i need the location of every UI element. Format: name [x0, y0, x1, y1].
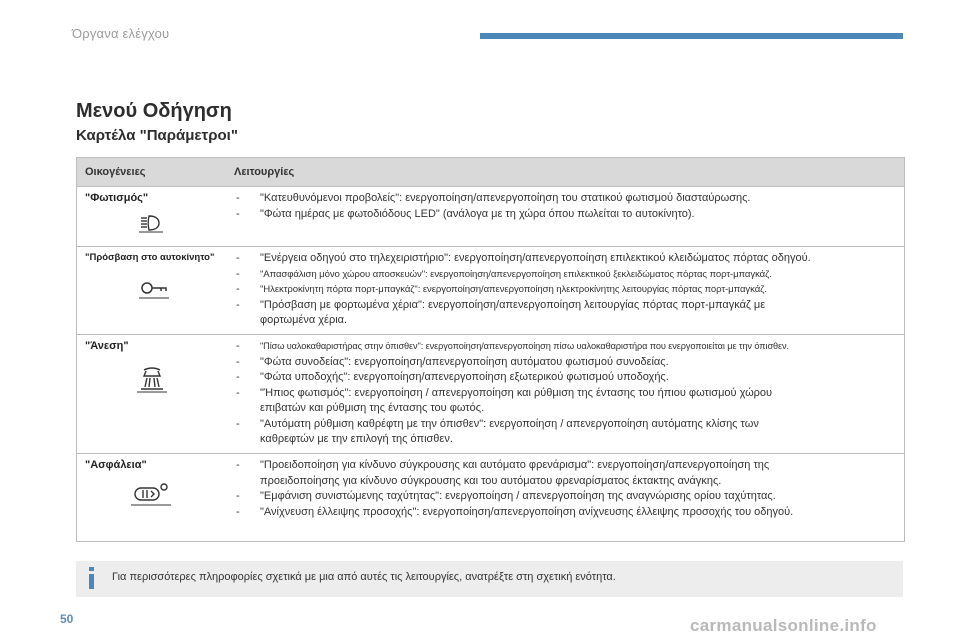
list-item: - "Φώτα συνοδείας": ενεργοποίηση/απενεργοποίηση αυτόματου φωτισμού συνοδείας. [236, 355, 669, 368]
table-row [77, 247, 904, 335]
functions-cell [234, 247, 904, 334]
list-item: - "Ήπιος φωτισμός": ενεργοποίηση / απενεργοποίηση και ρύθμιση της έντασης του ήπιου φωτισμού χώρου [236, 386, 773, 399]
info-text: Για περισσότερες πληροφορίες σχετικά με μια από αυτές τις λειτουργίες, ανατρέξτε στη σχετική ενότητα. [112, 571, 616, 583]
list-item-continuation: φορτωμένα χέρια. [260, 314, 348, 326]
section-header: Όργανα ελέγχου [72, 26, 170, 41]
list-item: - "Εμφάνιση συνιστώμενης ταχύτητας": ενεργοποίηση / απενεργοποίηση της αναγνώρισης ορίου ταχύτητας. [236, 490, 776, 502]
key-icon [139, 277, 169, 299]
list-item-continuation: καθρεφτών με την επιλογή της όπισθεν. [260, 433, 453, 445]
list-item: - "Αυτόματη ρύθμιση καθρέφτη με την όπισθεν": ενεργοποίηση / απενεργοποίηση αυτόματης κλίσης των [236, 417, 759, 430]
page-number: 50 [60, 612, 74, 626]
list-item: - "Φώτα υποδοχής": ενεργοποίηση/απενεργοποίηση εξωτερικού φωτισμού υποδοχής. [236, 371, 669, 383]
headlight-icon [139, 213, 163, 233]
list-item: - "Ανίχνευση έλλειψης προσοχής": ενεργοποίηση/απενεργοποίηση ανίχνευσης έλλειψης προσοχής του οδηγού. [236, 505, 794, 518]
family-label: "Ασφάλεια" [85, 459, 147, 471]
list-item: - "Ηλεκτροκίνητη πόρτα πορτ-μπαγκάζ": ενεργοποίηση/απενεργοποίηση ηλεκτροκίνητης λειτουργίας πόρτας πορτ-μπαγκάζ. [236, 283, 767, 295]
watermark: carmanualsonline.info [690, 616, 877, 635]
family-cell [77, 454, 234, 541]
family-cell [77, 335, 234, 453]
functions-cell [234, 454, 904, 541]
info-icon [88, 567, 96, 589]
page-subtitle: Καρτέλα "Παράμετροι" [76, 127, 238, 144]
speedometer-icon [131, 482, 171, 506]
list-item: - "Πίσω υαλοκαθαριστήρας στην όπισθεν": ενεργοποίηση/απενεργοποίηση πίσω υαλοκαθαριστήρα που ενεργοποιείται με την όπισθεν. [236, 340, 789, 352]
family-label: "Πρόσβαση στο αυτοκίνητο" [85, 252, 215, 263]
list-item: - "Ενέργεια οδηγού στο τηλεχειριστήριο": ενεργοποίηση/απενεργοποίηση επιλεκτικού κλειδώματος πόρτας οδηγού. [236, 252, 811, 264]
list-item: - "Πρόσβαση με φορτωμένα χέρια": ενεργοποίηση/απενεργοποίηση λειτουργίας πόρτας πορτ-μπαγκάζ με [236, 298, 766, 311]
table-row [77, 335, 904, 454]
list-item: - "Προειδοποίηση για κίνδυνο σύγκρουσης και αυτόματο φρενάρισμα": ενεργοποίηση/απενεργοποίηση της [236, 459, 770, 471]
list-item: - "Κατευθυνόμενοι προβολείς": ενεργοποίηση/απενεργοποίηση του στατικού φωτισμού διασταύρωσης. [236, 192, 751, 204]
interior-light-icon [137, 365, 167, 393]
header-accent-bar [480, 33, 903, 39]
table-row [77, 454, 904, 541]
column-header-families: Οικογένειες [85, 166, 146, 178]
functions-cell [234, 187, 904, 246]
family-label: "Φωτισμός" [85, 192, 149, 204]
table-header [77, 158, 904, 187]
family-label: "Άνεση" [85, 340, 129, 352]
family-cell [77, 247, 234, 334]
list-item-continuation: προειδοποίησης για κίνδυνο σύγκρουσης και του αυτόματου φρεναρίσματος έκτακτης ανάγκης. [260, 474, 722, 487]
functions-cell [234, 335, 904, 453]
family-cell [77, 187, 234, 246]
list-item: - "Απασφάλιση μόνο χώρου αποσκευών": ενεργοποίηση/απενεργοποίηση επιλεκτικού ξεκλειδώματος πόρτας πορτ-μπαγκάζ. [236, 267, 772, 280]
page-title: Μενού Οδήγηση [76, 100, 232, 122]
functions-table [76, 157, 905, 542]
list-item: - "Φώτα ημέρας με φωτοδιόδους LED" (ανάλογα με τη χώρα όπου πωλείται το αυτοκίνητο). [236, 207, 695, 220]
list-item-continuation: επιβατών και ρύθμιση της έντασης του φωτός. [260, 402, 485, 414]
table-row [77, 187, 904, 247]
info-note [76, 561, 903, 597]
column-header-functions: Λειτουργίες [234, 166, 295, 178]
